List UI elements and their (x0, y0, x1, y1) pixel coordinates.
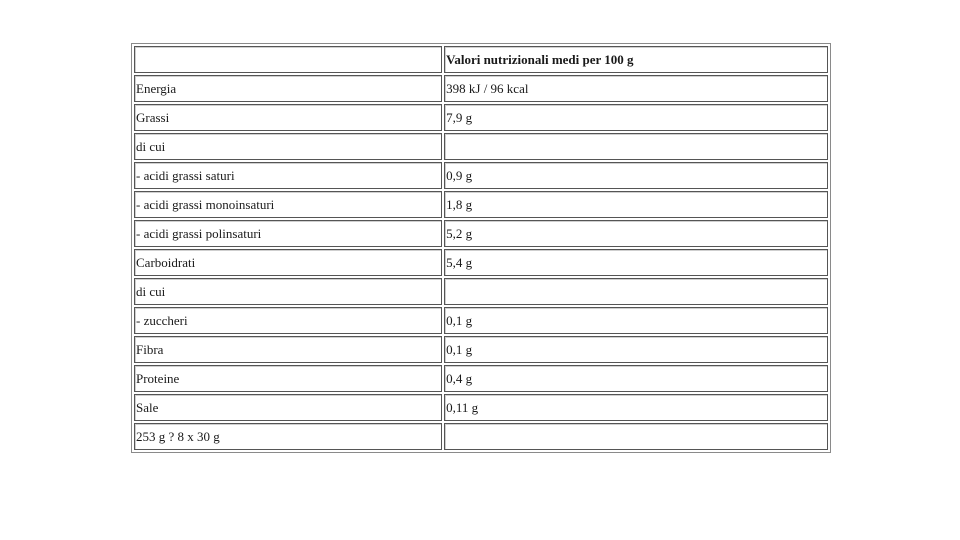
table-row (134, 162, 828, 189)
nutrient-value (444, 278, 828, 305)
nutrient-label: Carboidrati (134, 249, 442, 276)
nutrient-label: Sale (134, 394, 442, 421)
nutrient-value (444, 133, 828, 160)
nutrient-label: Energia (134, 75, 442, 102)
table-row (134, 365, 828, 392)
nutrient-value (444, 423, 828, 450)
table-row (134, 423, 828, 450)
nutrient-label: Grassi (134, 104, 442, 131)
nutrient-label: - acidi grassi monoinsaturi (134, 191, 442, 218)
table-row (134, 191, 828, 218)
nutrient-value: 0,11 g (444, 394, 828, 421)
nutrient-value: 5,2 g (444, 220, 828, 247)
table-row (134, 249, 828, 276)
nutrient-label: di cui (134, 133, 442, 160)
nutrient-value: 1,8 g (444, 191, 828, 218)
table-row (134, 336, 828, 363)
nutrient-label: Proteine (134, 365, 442, 392)
table-header-row (134, 46, 828, 73)
table-row (134, 394, 828, 421)
header-value-cell: Valori nutrizionali medi per 100 g (444, 46, 828, 73)
nutrient-label: - acidi grassi saturi (134, 162, 442, 189)
nutrition-table (131, 43, 831, 453)
nutrient-label: - acidi grassi polinsaturi (134, 220, 442, 247)
header-label-cell (134, 46, 442, 73)
table-row (134, 307, 828, 334)
table-row (134, 278, 828, 305)
nutrient-value: 7,9 g (444, 104, 828, 131)
nutrient-value: 398 kJ / 96 kcal (444, 75, 828, 102)
nutrient-label: di cui (134, 278, 442, 305)
nutrient-label: 253 g ? 8 x 30 g (134, 423, 442, 450)
nutrient-value: 0,1 g (444, 336, 828, 363)
nutrient-value: 0,4 g (444, 365, 828, 392)
table-row (134, 133, 828, 160)
table-row (134, 220, 828, 247)
nutrient-value: 5,4 g (444, 249, 828, 276)
nutrient-label: Fibra (134, 336, 442, 363)
nutrient-value: 0,9 g (444, 162, 828, 189)
table-row (134, 104, 828, 131)
table-row (134, 75, 828, 102)
nutrient-label: - zuccheri (134, 307, 442, 334)
nutrient-value: 0,1 g (444, 307, 828, 334)
